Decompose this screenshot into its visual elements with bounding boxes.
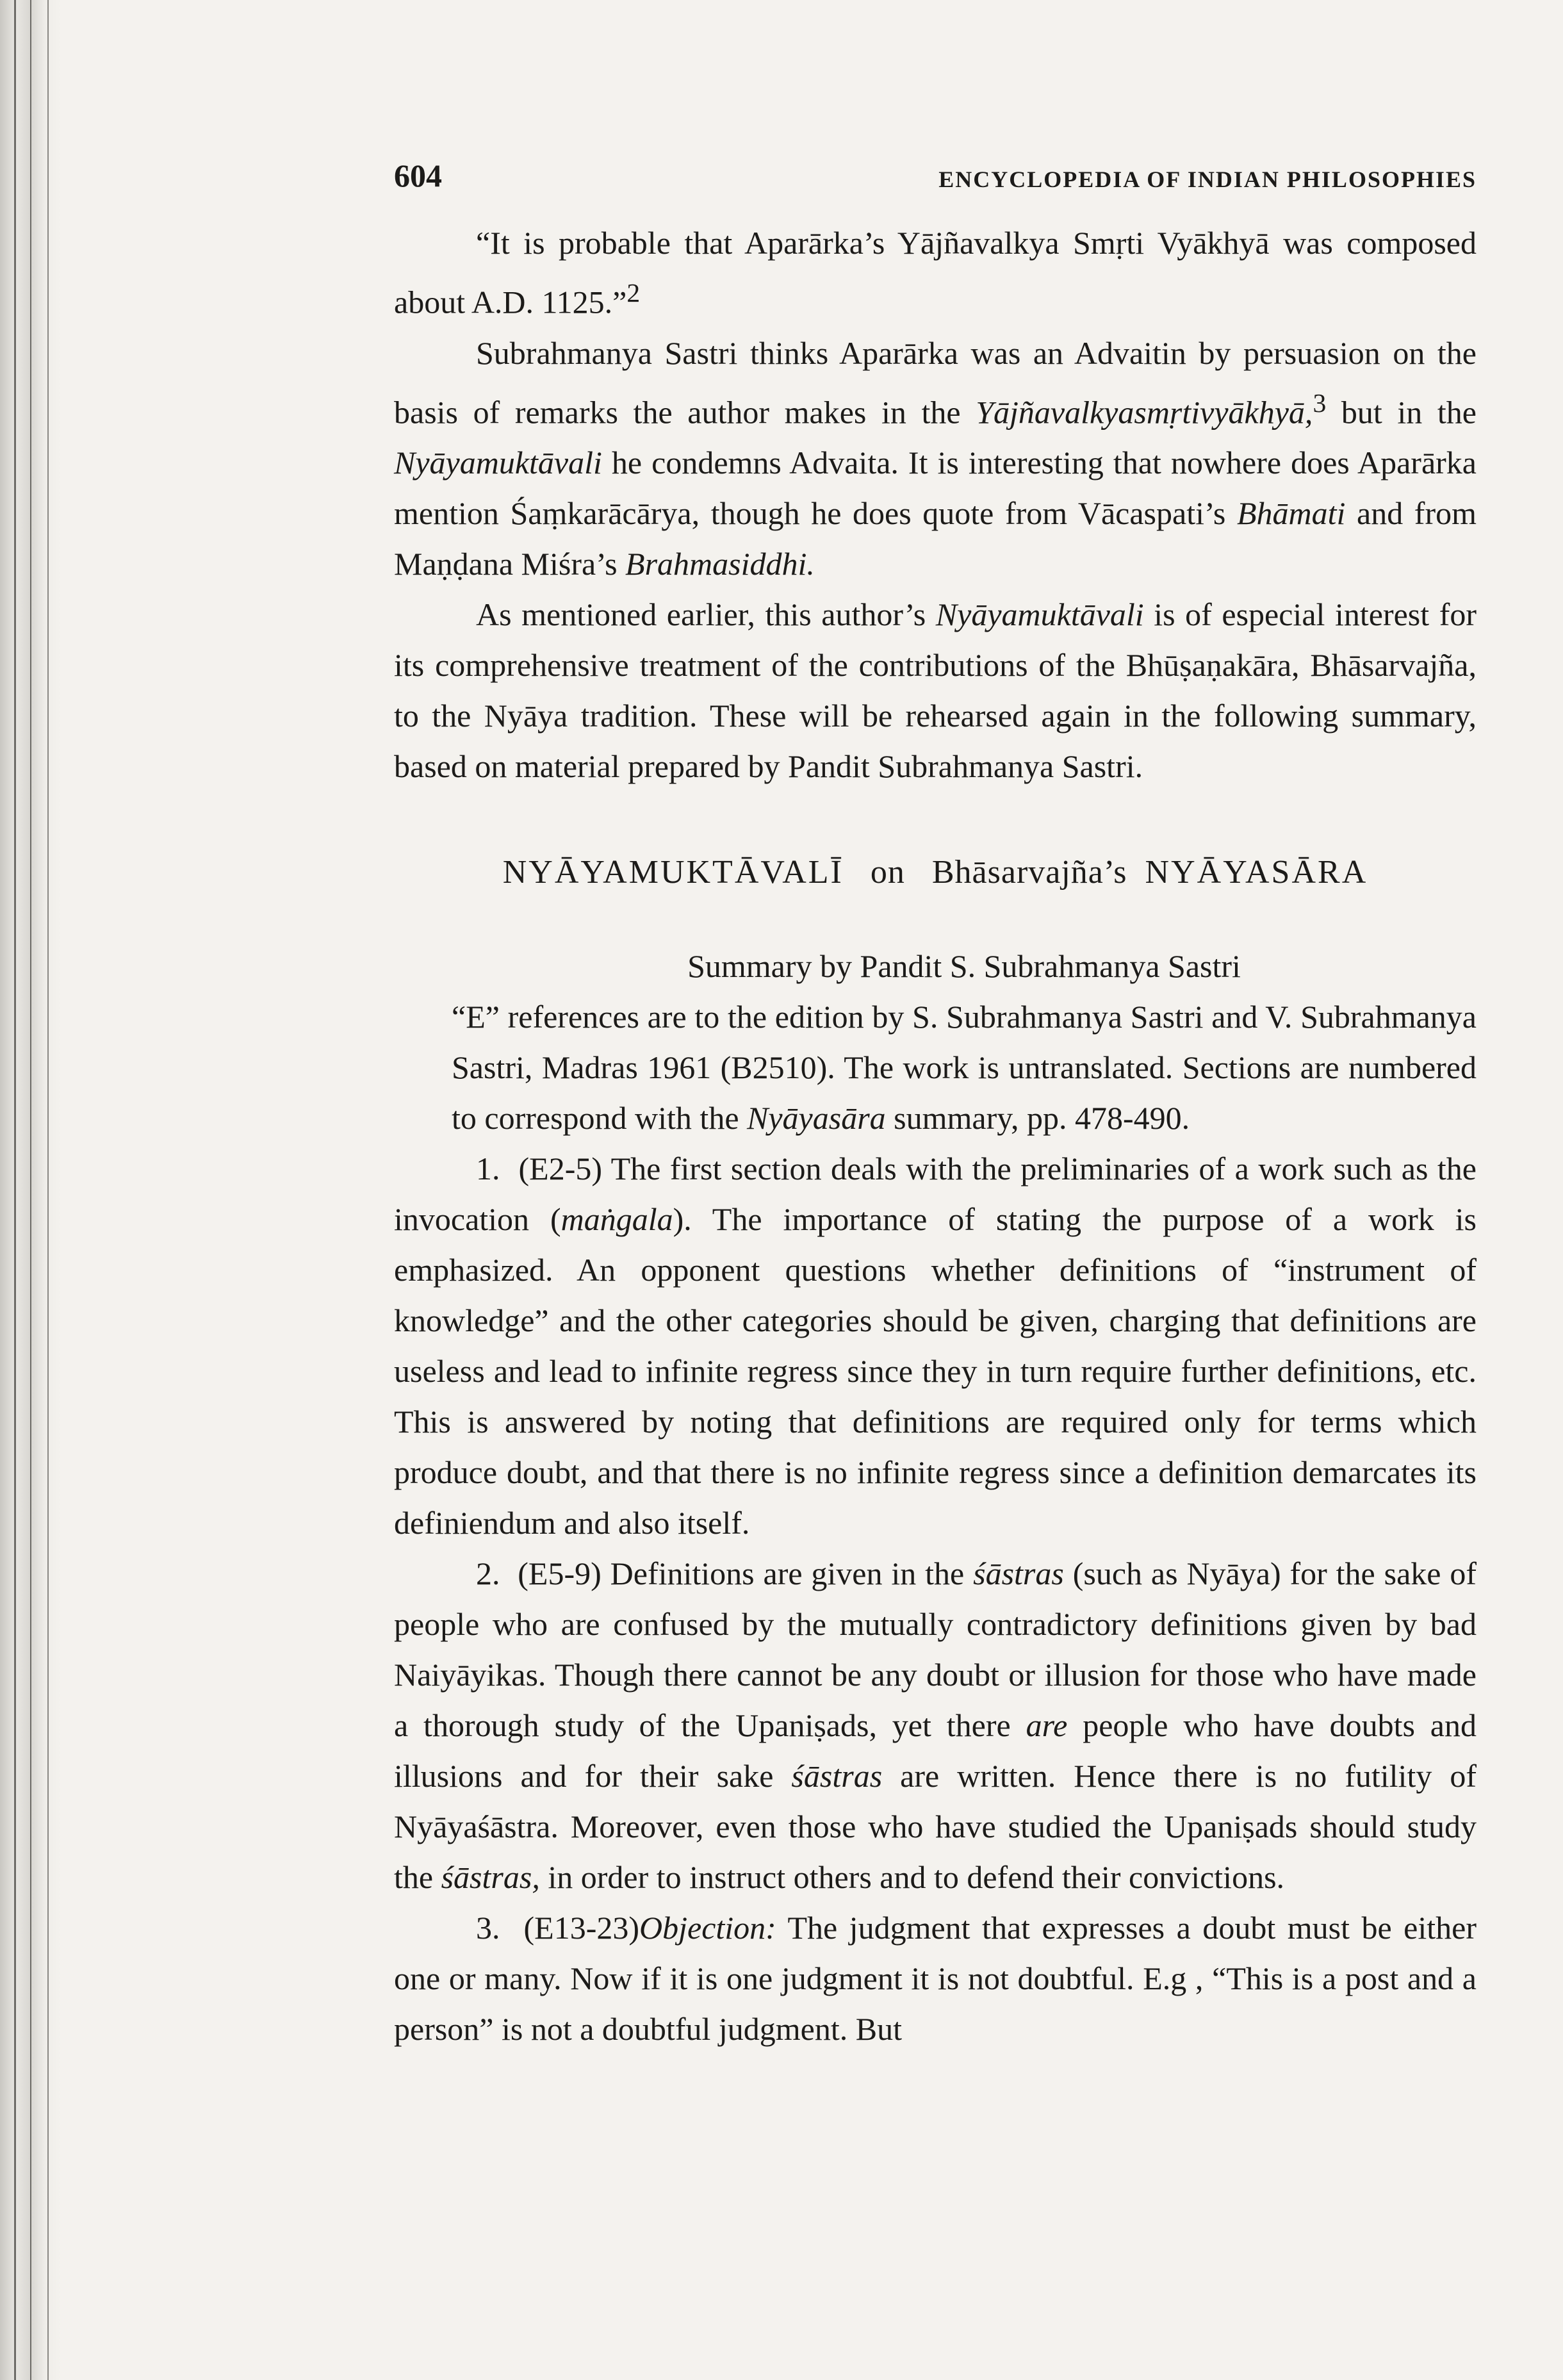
sanskrit-term: śāstras <box>973 1555 1064 1592</box>
footnote-marker: 3 <box>1313 388 1327 418</box>
work-title: Nyāyamuktāvali <box>394 445 602 481</box>
binding-line <box>47 0 49 2380</box>
summary-section-2 <box>394 1548 1477 1903</box>
sanskrit-term: maṅgala <box>561 1201 673 1238</box>
section-number: 2. <box>476 1555 500 1592</box>
text-run: but in the <box>1326 394 1477 431</box>
edition-reference: (E2-5) <box>518 1151 602 1187</box>
book-page <box>394 157 1477 2055</box>
quote-text: “It is probable that Aparārka’s Yājñavalkya Smṛti Vyākhyā was composed about A.D. 1125.” <box>394 225 1477 320</box>
work-title: Yājñavalkyasmṛtivyākhyā, <box>976 394 1313 431</box>
page-header <box>394 157 1477 218</box>
text-run: The judgment that expresses a doubt must be either one or many. Now if it is one judgment it is not doubtful. E.g , “This is a post and a person” is not a doubtful judgment. But <box>394 1910 1477 2048</box>
work-title: Bhāmati <box>1236 495 1346 532</box>
intro-paragraph-2 <box>394 328 1477 590</box>
text-run: Definitions are given in the <box>601 1555 974 1592</box>
footnote-marker: 2 <box>626 279 641 308</box>
section-number: 1. <box>476 1151 500 1187</box>
title-base: NYĀYASĀRA <box>1145 854 1368 891</box>
text-run: people who have doubts and illusions and for their sake <box>394 1707 1477 1794</box>
summary-section-1 <box>394 1144 1477 1548</box>
work-title: Brahmasiddhi. <box>625 546 815 582</box>
summary-section-3 <box>394 1903 1477 2055</box>
title-work: NYĀYAMUKTĀVALĪ <box>502 854 844 891</box>
running-head: ENCYCLOPEDIA OF INDIAN PHILOSOPHIES <box>938 167 1477 192</box>
section-number: 3. <box>476 1910 500 1946</box>
work-title: Nyāyasāra <box>747 1100 886 1137</box>
summary-byline: Summary by Pandit S. Subrahmanya Sastri <box>687 948 1241 985</box>
text-run: ). The importance of stating the purpose of a work is emphasized. An opponent questions whether definitions of “instrument of knowledge” and the other categories should be given, charging that definitions are useless and lead to infinite regress since they in turn require further definitions, etc. This is answered by noting that definitions are required only for terms which produce doubt, and that there is no infinite regress since a definition demarcates its definiendum and also itself. <box>394 1201 1477 1541</box>
text-run: is of especial interest for its comprehensive treatment of the contributions of the Bhūṣaṇakāra, Bhāsarvajña, to the Nyāya tradition. These will be rehearsed again in the following summary, based on material prepared by Pandit Subrahmanya Sastri. <box>394 596 1477 785</box>
objection-label: Objection: <box>639 1910 776 1946</box>
text-run: As mentioned earlier, this author’s <box>476 596 936 633</box>
text-run: he condemns Advaita. It is interesting that nowhere does Aparārka mention Śaṃkarācārya, though he does quote from Vācaspati’s <box>394 445 1477 532</box>
text-run: and from Maṇḍana Miśra’s <box>394 495 1477 582</box>
scan-binding-gutter <box>0 0 61 2380</box>
edition-reference: (E5-9) <box>518 1555 601 1592</box>
title-on: on <box>870 854 905 891</box>
text-run: Subrahmanya Sastri thinks Aparārka was an Advaitin by persuasion on the basis of remarks the author makes in the <box>394 334 1477 431</box>
intro-quote <box>394 218 1477 328</box>
text-run: summary, pp. 478-490. <box>885 1100 1190 1137</box>
edition-reference: (E13-23) <box>523 1910 640 1946</box>
edition-note <box>452 992 1477 1144</box>
sanskrit-term: śāstras, <box>441 1859 540 1896</box>
work-title: Nyāyamuktāvali <box>935 596 1144 633</box>
section-title <box>394 853 1477 891</box>
page-number: 604 <box>394 158 442 193</box>
sanskrit-term: śāstras <box>791 1758 883 1794</box>
summary-note-block <box>452 941 1477 1144</box>
text-run: “E” references are to the edition by S. Subrahmanya Sastri and V. Subrahmanya Sastri, Madras 1961 (B2510). The work is untranslated. Sections are numbered to correspond with the <box>452 999 1477 1137</box>
text-run: are written. Hence there is no futility of Nyāyaśāstra. Moreover, even those who have studied the Upaniṣads should study the <box>394 1758 1477 1896</box>
title-author: Bhāsarvajña’s <box>931 854 1127 891</box>
text-run: The first section deals with the preliminaries of a work such as the invocation ( <box>394 1151 1477 1238</box>
text-run: in order to instruct others and to defend their convictions. <box>539 1859 1285 1896</box>
binding-line <box>14 0 16 2380</box>
text-run: (such as Nyāya) for the sake of people who are confused by the mutually contradictory definitions given by bad Naiyāyikas. Though there cannot be any doubt or illusion for those who have made a thorough study of the Upaniṣads, yet there <box>394 1555 1477 1744</box>
intro-paragraph-3 <box>394 589 1477 792</box>
emphasis: are <box>1026 1707 1068 1744</box>
binding-line <box>30 0 31 2380</box>
